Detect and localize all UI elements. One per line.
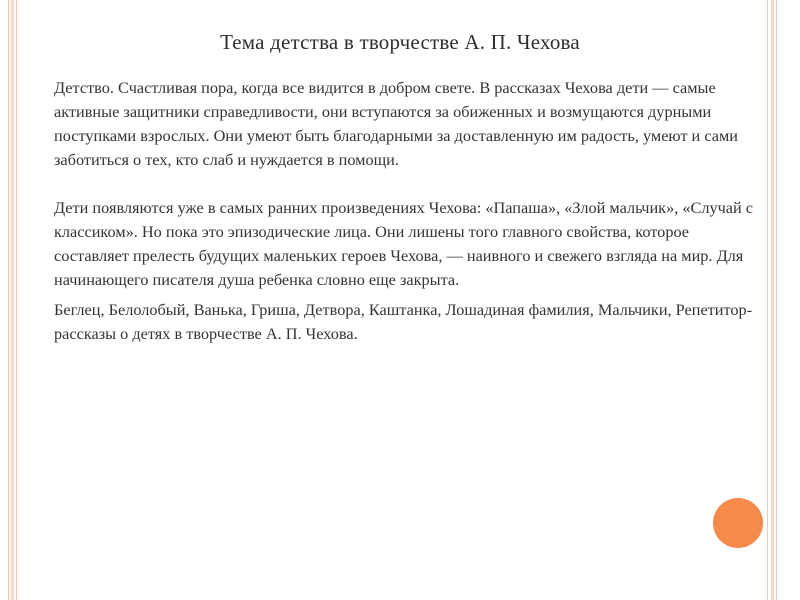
slide-title: Тема детства в творчестве А. П. Чехова [220, 30, 580, 54]
decorative-circle-icon [713, 498, 763, 548]
paragraph-early-works: Дети появляются уже в самых ранних произведениях Чехова: «Папаша», «Злой мальчик», «Случай с классиком». Но пока это эпизодические лица. Они лишены того главного свойства, которое составляет прелесть будущих маленьких героев Чехова, — наивного и свежего взгляда на мир. Для начинающего писателя душа ребенка словно еще закрыта. [54, 198, 754, 289]
slide-body [54, 76, 754, 346]
right-border-line [771, 0, 774, 600]
paragraph-story-list: Беглец, Белолобый, Ванька, Гриша, Детвора, Каштанка, Лошадиная фамилия, Мальчики, Репетитор- рассказы о детях в творчестве А. П. Чехова. [54, 300, 753, 343]
left-border-line [11, 0, 14, 600]
left-border-line [16, 0, 17, 600]
right-border-line [776, 0, 777, 600]
right-border-line [767, 0, 768, 600]
left-border-line [8, 0, 9, 600]
paragraph-childhood: Детство. Счастливая пора, когда все видится в добром свете. В рассказах Чехова дети — самые активные защитники справедливости, они вступаются за обиженных и возмущаются дурными поступками взрослых. Они умеют быть благодарными за доставленную им радость, умеют и сами заботиться о тех, кто слаб и нуждается в помощи. [54, 78, 739, 169]
